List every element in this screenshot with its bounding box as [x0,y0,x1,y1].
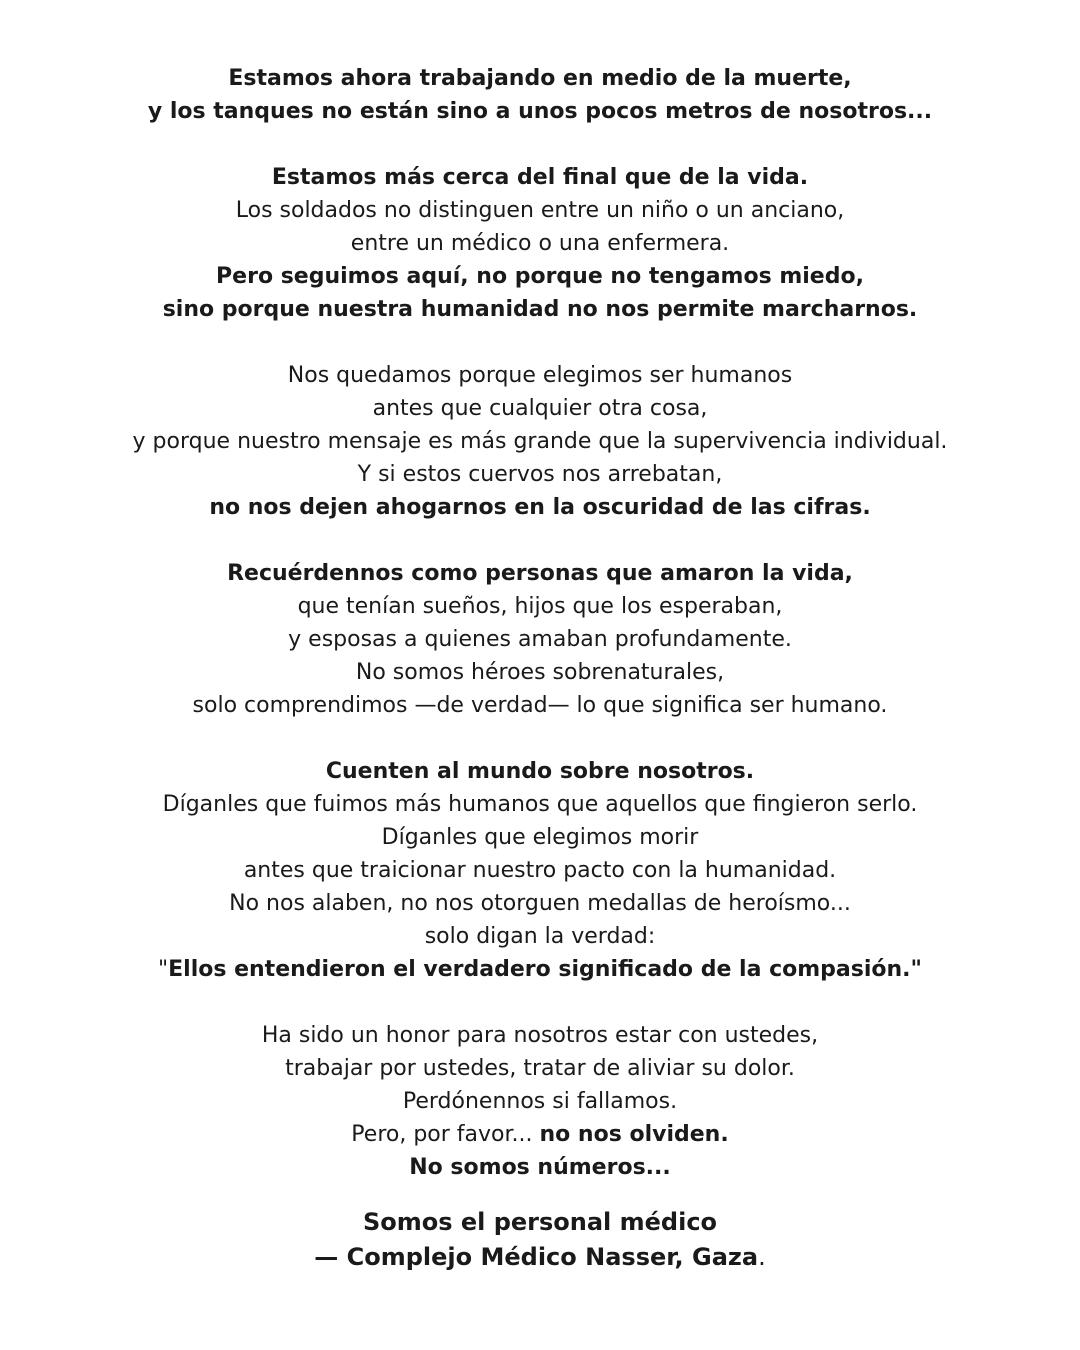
statement-text [0,62,1080,1275]
stanza-4-line-2: que tenían sueños, hijos que los esperaban, [297,594,783,619]
stanza-gap [0,986,1080,1019]
stanza-5-line-4: antes que traicionar nuestro pacto con la humanidad. [243,858,837,883]
stanza-2-line-4: Pero seguimos aquí, no porque no tengamos miedo, [216,264,864,289]
signature-line-2 [0,1240,1080,1275]
stanza-2 [0,161,1080,326]
stanza-gap [0,326,1080,359]
stanza-2-line-2: Los soldados no distinguen entre un niño o un anciano, [235,198,845,223]
stanza-1-line-1: Estamos ahora trabajando en medio de la muerte, [228,66,852,91]
stanza-6-line-1: Ha sido un honor para nosotros estar con ustedes, [261,1023,819,1048]
stanza-4-line-3: y esposas a quienes amaban profundamente. [288,627,792,652]
stanza-5-line-7 [0,953,1080,986]
stanza-6-line-2: trabajar por ustedes, tratar de aliviar su dolor. [285,1056,795,1081]
stanza-5-line-2: Díganles que fuimos más humanos que aquellos que fingieron serlo. [162,792,918,817]
stanza-2-line-5: sino porque nuestra humanidad no nos permite marcharnos. [162,297,918,322]
stanza-5-line-1: Cuenten al mundo sobre nosotros. [325,759,755,784]
stanza-4-line-1: Recuérdennos como personas que amaron la vida, [227,561,853,586]
compassion-quote: Ellos entendieron el verdadero significado de la compasión." [168,957,922,982]
stanza-3-line-4: Y si estos cuervos nos arrebatan, [357,462,723,487]
stanza-1 [0,62,1080,128]
signature-source: — Complejo Médico Nasser, Gaza [314,1243,759,1271]
stanza-5 [0,755,1080,986]
stanza-3-line-3: y porque nuestro mensaje es más grande que la supervivencia individual. [132,429,948,454]
stanza-gap [0,722,1080,755]
stanza-gap [0,524,1080,557]
open-quote: " [158,957,169,982]
stanza-5-line-6: solo digan la verdad: [424,924,656,949]
stanza-6-line-5: No somos números... [409,1155,671,1180]
signature-period: . [758,1243,766,1271]
stanza-2-line-1: Estamos más cerca del final que de la vida. [271,165,809,190]
plea-text: Pero, por favor... [351,1122,540,1147]
stanza-5-line-3: Díganles que elegimos morir [381,825,699,850]
stanza-3 [0,359,1080,524]
signature-line-1: Somos el personal médico [362,1208,718,1236]
stanza-5-line-5: No nos alaben, no nos otorguen medallas de heroísmo... [229,891,851,916]
stanza-4-line-4: No somos héroes sobrenaturales, [355,660,725,685]
signature [0,1205,1080,1275]
stanza-6-line-4 [0,1118,1080,1151]
plea-bold-text: no nos olviden. [539,1122,729,1147]
stanza-2-line-3: entre un médico o una enfermera. [350,231,730,256]
stanza-gap [0,128,1080,161]
stanza-3-line-1: Nos quedamos porque elegimos ser humanos [287,363,793,388]
stanza-6 [0,1019,1080,1184]
stanza-3-line-2: antes que cualquier otra cosa, [372,396,708,421]
stanza-6-line-3: Perdónennos si fallamos. [402,1089,678,1114]
stanza-4-line-5: solo comprendimos —de verdad— lo que significa ser humano. [192,693,888,718]
stanza-3-line-5: no nos dejen ahogarnos en la oscuridad de las cifras. [209,495,871,520]
stanza-1-line-2: y los tanques no están sino a unos pocos metros de nosotros... [147,99,933,124]
stanza-4 [0,557,1080,722]
